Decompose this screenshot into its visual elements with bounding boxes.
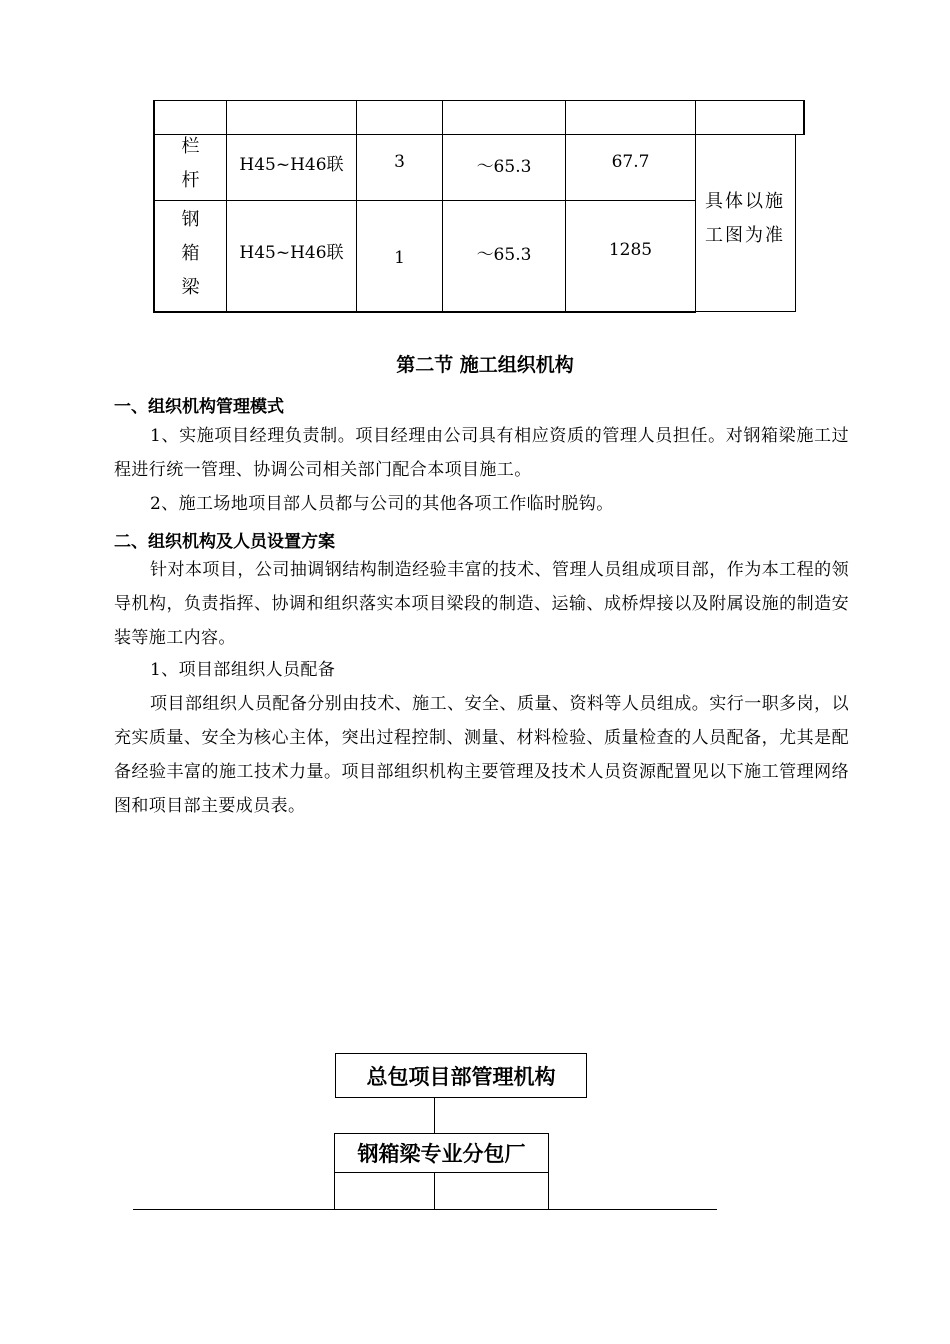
heading-management-mode: 一、组织机构管理模式 bbox=[114, 397, 284, 417]
table-border-top bbox=[153, 100, 804, 101]
table-cell-note: 具体以施工图为准 bbox=[705, 191, 785, 246]
table-row-divider bbox=[153, 134, 804, 135]
table-cell-elevation: ～65.3 bbox=[476, 156, 532, 177]
paragraph: 1、项目部组织人员配备 bbox=[150, 660, 336, 680]
paragraph: 1、实施项目经理负责制。项目经理由公司具有相应资质的管理人员担任。对钢箱梁施工过程进行统一管理、协调公司相关部门配合本项目施工。 bbox=[114, 426, 849, 480]
table-border-right bbox=[803, 100, 805, 135]
org-horizontal-branch bbox=[133, 1209, 717, 1210]
table-cell-name bbox=[155, 202, 226, 306]
org-box-steel-box-girder-subcontractor: 钢箱梁专业分包厂 bbox=[334, 1133, 549, 1173]
section-title: 第二节 施工组织机构 bbox=[396, 354, 574, 376]
paragraph: 针对本项目，公司抽调钢结构制造经验丰富的技术、管理人员组成项目部，作为本工程的领导机构，负责指挥、协调和组织落实本项目梁段的制造、运输、成桥焊接以及附属设施的制造安装等施工内容。 bbox=[114, 560, 849, 648]
name-char: 杆 bbox=[181, 170, 200, 191]
table-cell-location: H45~H46联 bbox=[239, 154, 344, 175]
table-cell-quantity: 3 bbox=[394, 152, 405, 172]
table-row-divider bbox=[153, 200, 695, 201]
name-char: 栏 bbox=[181, 136, 200, 157]
table-cell-location: H45~H46联 bbox=[239, 242, 344, 263]
org-connector bbox=[334, 1172, 335, 1210]
org-connector bbox=[548, 1172, 549, 1210]
table-col-divider bbox=[565, 100, 566, 313]
org-box-general-contractor: 总包项目部管理机构 bbox=[335, 1053, 587, 1098]
table-col-divider bbox=[695, 100, 696, 313]
table-border-bottom bbox=[153, 311, 695, 313]
table-cell-weight: 1285 bbox=[608, 240, 653, 260]
name-char: 箱 bbox=[181, 243, 200, 264]
table-cell-name bbox=[155, 128, 226, 200]
table-col-divider bbox=[226, 100, 227, 313]
name-char: 钢 bbox=[181, 209, 200, 230]
table-cell-weight: 67.7 bbox=[611, 152, 650, 172]
table-col-divider bbox=[442, 100, 443, 313]
table-cell-quantity: 1 bbox=[394, 248, 405, 268]
heading-staffing-plan: 二、组织机构及人员设置方案 bbox=[114, 532, 335, 552]
table-border-bottom bbox=[695, 311, 796, 312]
name-char: 梁 bbox=[181, 277, 200, 298]
table-cell-elevation: ～65.3 bbox=[476, 244, 532, 265]
org-connector bbox=[434, 1097, 435, 1133]
paragraph: 项目部组织人员配备分别由技术、施工、安全、质量、资料等人员组成。实行一职多岗，以充实质量、安全为核心主体，突出过程控制、测量、材料检验、质量检查的人员配备，尤其是配备经验丰富的施工技术力量。项目部组织机构主要管理及技术人员资源配置见以下施工管理网络图和项目部主要成员表。 bbox=[114, 694, 849, 816]
table-col-divider bbox=[356, 100, 357, 313]
paragraph: 2、施工场地项目部人员都与公司的其他各项工作临时脱钩。 bbox=[150, 494, 614, 514]
org-connector bbox=[434, 1172, 435, 1210]
